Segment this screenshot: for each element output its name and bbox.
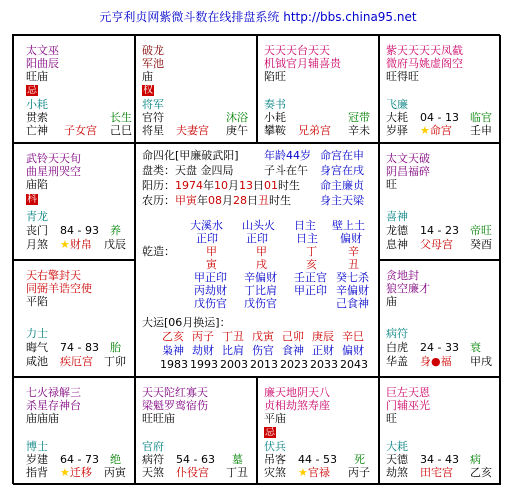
hua-badge: 忌 <box>265 427 275 438</box>
hua-badge: 科 <box>27 194 37 205</box>
main-stars-bottom: 贞相劫煞寿座 <box>264 399 330 412</box>
palace-hai[interactable] <box>379 377 501 485</box>
suiqian-star: 白虎 <box>386 341 408 354</box>
decade-range: 44 - 53 <box>298 453 337 466</box>
brightness: 旺旺庙 <box>142 412 175 425</box>
ganzhi: 乙亥 <box>470 466 492 479</box>
hua-badge: 权 <box>143 85 153 96</box>
nayin-3: 壁上土 <box>332 219 365 232</box>
palace-name: ★迁移 <box>60 466 92 479</box>
chart-board <box>12 34 500 484</box>
minor-star: 病符 <box>386 327 408 340</box>
main-stars-top: 太文巫 <box>26 44 59 57</box>
suiqian-star: 吊客 <box>264 453 286 466</box>
brightness: 平陷 <box>26 295 48 308</box>
minor-star: 官府 <box>142 440 164 453</box>
brightness: 庙陷 <box>26 178 48 191</box>
hua-badge: 忌 <box>27 85 37 96</box>
life-stage: 帝旺 <box>470 224 492 237</box>
palace-wei[interactable] <box>257 35 379 143</box>
lunar-date: 农历：甲寅年08月28日丑时生 <box>142 194 291 207</box>
dayun-gz-3: 戊寅 <box>252 330 274 343</box>
dayun-ss-6: 偏财 <box>342 344 364 357</box>
suiqian-star: 天德 <box>386 453 408 466</box>
shen-zhu: 身主天梁 <box>320 194 364 207</box>
main-stars-bottom: 阴昌福碎 <box>386 165 430 178</box>
minor-star: 力士 <box>26 327 48 340</box>
dayun-yr-3: 2013 <box>250 358 278 371</box>
dayun-ss-2: 比肩 <box>222 344 244 357</box>
dayun-ss-1: 劫财 <box>192 344 214 357</box>
life-stage: 养 <box>110 224 121 237</box>
minor-star: 奏书 <box>264 98 286 111</box>
dayun-ss-3: 伤官 <box>252 344 274 357</box>
life-stage: 病 <box>470 453 481 466</box>
ganzhi: 辛未 <box>348 124 370 137</box>
dayun-gz-6: 辛巳 <box>342 330 364 343</box>
brightness: 旺 <box>386 178 397 191</box>
dayun-gz-4: 己卯 <box>282 330 304 343</box>
main-stars-top: 贪地封 <box>386 269 419 282</box>
ganzhi: 庚午 <box>226 124 248 137</box>
main-stars-top: 太文天破 <box>386 152 430 165</box>
suiqian-star: 大耗 <box>386 111 408 124</box>
page-title: 元亨利贞网紫微斗数在线排盘系统 http://bbs.china95.net <box>99 10 417 24</box>
zhi-1: 戌 <box>256 258 267 271</box>
suiqian-star: 官符 <box>142 111 164 124</box>
palace-xu[interactable] <box>379 260 501 377</box>
palace-name: 子女宫 <box>64 124 97 137</box>
decade-range: 54 - 63 <box>176 453 215 466</box>
main-stars-top: 武铃天天旬 <box>26 152 81 165</box>
dayun-title: 大运[06月换运]： <box>142 316 231 329</box>
main-stars-top: 巨左天恩 <box>386 386 430 399</box>
canggan-r2-2: 甲正印 <box>294 284 327 297</box>
main-stars-top: 廉天地阴天八 <box>264 386 330 399</box>
ganzhi: 丁卯 <box>104 355 126 368</box>
palace-name: 兄弟宫 <box>298 124 331 137</box>
dayun-gz-5: 庚辰 <box>312 330 334 343</box>
brightness: 庙庙庙 <box>26 412 59 425</box>
qianzao-label: 乾造： <box>142 245 175 258</box>
life-stage: 胎 <box>110 341 121 354</box>
life-stage: 绝 <box>110 453 121 466</box>
palace-name: 父母宫 <box>420 238 453 251</box>
palace-name: 田宅宫 <box>420 466 453 479</box>
canggan-r1-2: 壬正官 <box>294 271 327 284</box>
palace-name: 疾厄宫 <box>60 355 93 368</box>
jiangqian-star: 月煞 <box>26 238 48 251</box>
palace-yin[interactable] <box>13 377 135 485</box>
jiangqian-star: 灾煞 <box>264 466 286 479</box>
palace-name: ★官禄 <box>298 466 330 479</box>
ganzhi: 壬申 <box>470 124 492 137</box>
suiqian-star: 贯索 <box>26 111 48 124</box>
suiqian-star: 晦气 <box>26 341 48 354</box>
main-stars-bottom: 梁魁罗鸾宿伤 <box>142 399 208 412</box>
suiqian-star: 小耗 <box>264 111 286 124</box>
brightness: 旺 <box>386 412 397 425</box>
shishen-2: 日主 <box>296 232 318 245</box>
main-stars-top: 七火禄解三 <box>26 386 81 399</box>
main-stars-top: 破龙 <box>142 44 164 57</box>
solar-date: 阳历：1974年10月13日01时生 <box>142 179 300 192</box>
nayin-1: 山头火 <box>242 219 275 232</box>
ganzhi: 己巳 <box>110 124 132 137</box>
dayun-gz-2: 丁丑 <box>222 330 244 343</box>
zidou: 子斗在午 <box>264 164 308 177</box>
nayin-2: 日主 <box>294 219 316 232</box>
dayun-gz-0: 乙亥 <box>162 330 184 343</box>
canggan-r3-0: 戊伤官 <box>194 297 227 310</box>
jiangqian-star: 劫煞 <box>386 466 408 479</box>
ganzhi: 丁丑 <box>226 466 248 479</box>
main-stars-top: 天天天台天天 <box>264 44 330 57</box>
decade-range: 24 - 33 <box>420 341 459 354</box>
pan-type: 盘类：天盘 金四局 <box>142 164 234 177</box>
jiangqian-star: 亡神 <box>26 124 48 137</box>
nayin-0: 大溪水 <box>190 219 223 232</box>
jiangqian-star: 息神 <box>386 238 408 251</box>
main-stars-bottom: 杀星存神台 <box>26 399 81 412</box>
palace-zi[interactable] <box>257 377 379 485</box>
suiqian-star: 龙德 <box>386 224 408 237</box>
ganzhi: 戊辰 <box>104 238 126 251</box>
brightness: 旺庙 <box>26 70 48 83</box>
main-stars-bottom: 门辅巫光 <box>386 399 430 412</box>
minor-star: 大耗 <box>386 440 408 453</box>
dayun-yr-5: 2033 <box>310 358 338 371</box>
dayun-ss-5: 正财 <box>312 344 334 357</box>
center-info-panel <box>135 143 379 377</box>
mingsihua: 命四化[甲廉破武阳] <box>142 149 239 162</box>
ganzhi: 甲戌 <box>470 355 492 368</box>
ganzhi: 丙寅 <box>104 466 126 479</box>
main-stars-bottom: 曲星刑哭空 <box>26 165 81 178</box>
main-stars-bottom: 机钺官月辅喜贵 <box>264 57 341 70</box>
minor-star: 将军 <box>142 98 164 111</box>
canggan-r1-0: 甲正印 <box>194 271 227 284</box>
decade-range: 84 - 93 <box>60 224 99 237</box>
jiangqian-star: 咸池 <box>26 355 48 368</box>
minor-star: 喜神 <box>386 210 408 223</box>
main-stars-top: 天右擎封天 <box>26 269 81 282</box>
gan-2: 丁 <box>306 245 317 258</box>
life-stage: 临官 <box>470 111 492 124</box>
ming-palace: 命宫在申 <box>320 149 364 162</box>
jiangqian-star: 天煞 <box>142 466 164 479</box>
minor-star: 博士 <box>26 440 48 453</box>
canggan-r2-0: 丙劫财 <box>194 284 227 297</box>
decade-range: 74 - 83 <box>60 341 99 354</box>
life-stage: 冠带 <box>348 111 370 124</box>
canggan-r1-1: 辛偏财 <box>244 271 277 284</box>
palace-name: ★命宫 <box>420 124 452 137</box>
jiangqian-star: 攀鞍 <box>264 124 286 137</box>
ganzhi: 癸酉 <box>470 238 492 251</box>
palace-you[interactable] <box>379 143 501 260</box>
zhi-0: 寅 <box>206 258 217 271</box>
jiangqian-star: 华盖 <box>386 355 408 368</box>
palace-shen[interactable] <box>379 35 501 143</box>
shishen-0: 正印 <box>196 232 218 245</box>
main-stars-bottom: 阳曲辰 <box>26 57 59 70</box>
main-stars-bottom: 军池 <box>142 57 164 70</box>
minor-star: 小耗 <box>26 98 48 111</box>
age: 年龄44岁 <box>264 149 311 162</box>
canggan-r2-3: 辛偏财 <box>336 284 369 297</box>
brightness: 陷旺 <box>264 70 286 83</box>
gan-0: 甲 <box>206 245 217 258</box>
shen-palace: 身宫在戌 <box>320 164 364 177</box>
canggan-r1-3: 癸七杀 <box>336 271 369 284</box>
palace-si[interactable] <box>13 35 135 143</box>
gan-1: 甲 <box>256 245 267 258</box>
decade-range: 34 - 43 <box>420 453 459 466</box>
star-icon: ★ <box>60 466 70 479</box>
shishen-3: 偏财 <box>340 232 362 245</box>
palace-chou[interactable] <box>135 377 257 485</box>
dayun-ss-0: 枭神 <box>162 344 184 357</box>
dayun-gz-1: 丙子 <box>192 330 214 343</box>
suiqian-star: 岁建 <box>26 453 48 466</box>
palace-name: 仆役宫 <box>176 466 209 479</box>
main-stars-bottom: 狼空廉才 <box>386 282 430 295</box>
brightness: 平庙 <box>264 412 286 425</box>
dayun-yr-4: 2023 <box>280 358 308 371</box>
palace-name: ★财帛 <box>60 238 92 251</box>
life-stage: 衰 <box>470 341 481 354</box>
minor-star: 伏兵 <box>264 440 286 453</box>
life-stage: 长生 <box>110 111 132 124</box>
jiangqian-star: 将星 <box>142 124 164 137</box>
suiqian-star: 病符 <box>142 453 164 466</box>
star-icon: ★ <box>420 124 430 137</box>
minor-star: 飞廉 <box>386 98 408 111</box>
main-stars-bottom: 同弼羊诰空使 <box>26 282 92 295</box>
decade-range: 04 - 13 <box>420 111 459 124</box>
dayun-ss-4: 食神 <box>282 344 304 357</box>
palace-name: 夫妻宫 <box>176 124 209 137</box>
decade-range: 64 - 73 <box>60 453 99 466</box>
main-stars-top: 紫天天天天凤截 <box>386 44 463 57</box>
brightness: 庙 <box>142 70 153 83</box>
star-icon: ★ <box>298 466 308 479</box>
star-icon: ★ <box>60 238 70 251</box>
suiqian-star: 丧门 <box>26 224 48 237</box>
decade-range: 14 - 23 <box>420 224 459 237</box>
canggan-r3-1: 戊伤官 <box>244 297 277 310</box>
jiangqian-star: 岁驿 <box>386 124 408 137</box>
main-stars-bottom: 微府马姚虚阁空 <box>386 57 463 70</box>
dayun-yr-0: 1983 <box>160 358 188 371</box>
brightness: 旺得旺 <box>386 70 419 83</box>
life-stage: 墓 <box>232 453 243 466</box>
life-stage: 死 <box>354 453 365 466</box>
main-stars-top: 天天陀红寡天 <box>142 386 208 399</box>
palace-wu[interactable] <box>135 35 257 143</box>
dayun-yr-1: 1993 <box>190 358 218 371</box>
dayun-yr-2: 2003 <box>220 358 248 371</box>
brightness: 庙 <box>386 295 397 308</box>
canggan-r2-1: 丁比肩 <box>244 284 277 297</box>
minor-star: 青龙 <box>26 210 48 223</box>
ming-zhu: 命主廉贞 <box>320 179 364 192</box>
gan-3: 辛 <box>348 245 359 258</box>
ganzhi: 丙子 <box>348 466 370 479</box>
dayun-yr-6: 2043 <box>340 358 368 371</box>
zhi-2: 亥 <box>306 258 317 271</box>
shishen-1: 正印 <box>246 232 268 245</box>
life-stage: 沐浴 <box>226 111 248 124</box>
jiangqian-star: 指背 <box>26 466 48 479</box>
palace-chen[interactable] <box>13 143 135 260</box>
palace-name: 身●福 <box>420 355 452 368</box>
canggan-r3-3: 己食神 <box>336 297 369 310</box>
palace-mao[interactable] <box>13 260 135 377</box>
zhi-3: 丑 <box>348 258 359 271</box>
